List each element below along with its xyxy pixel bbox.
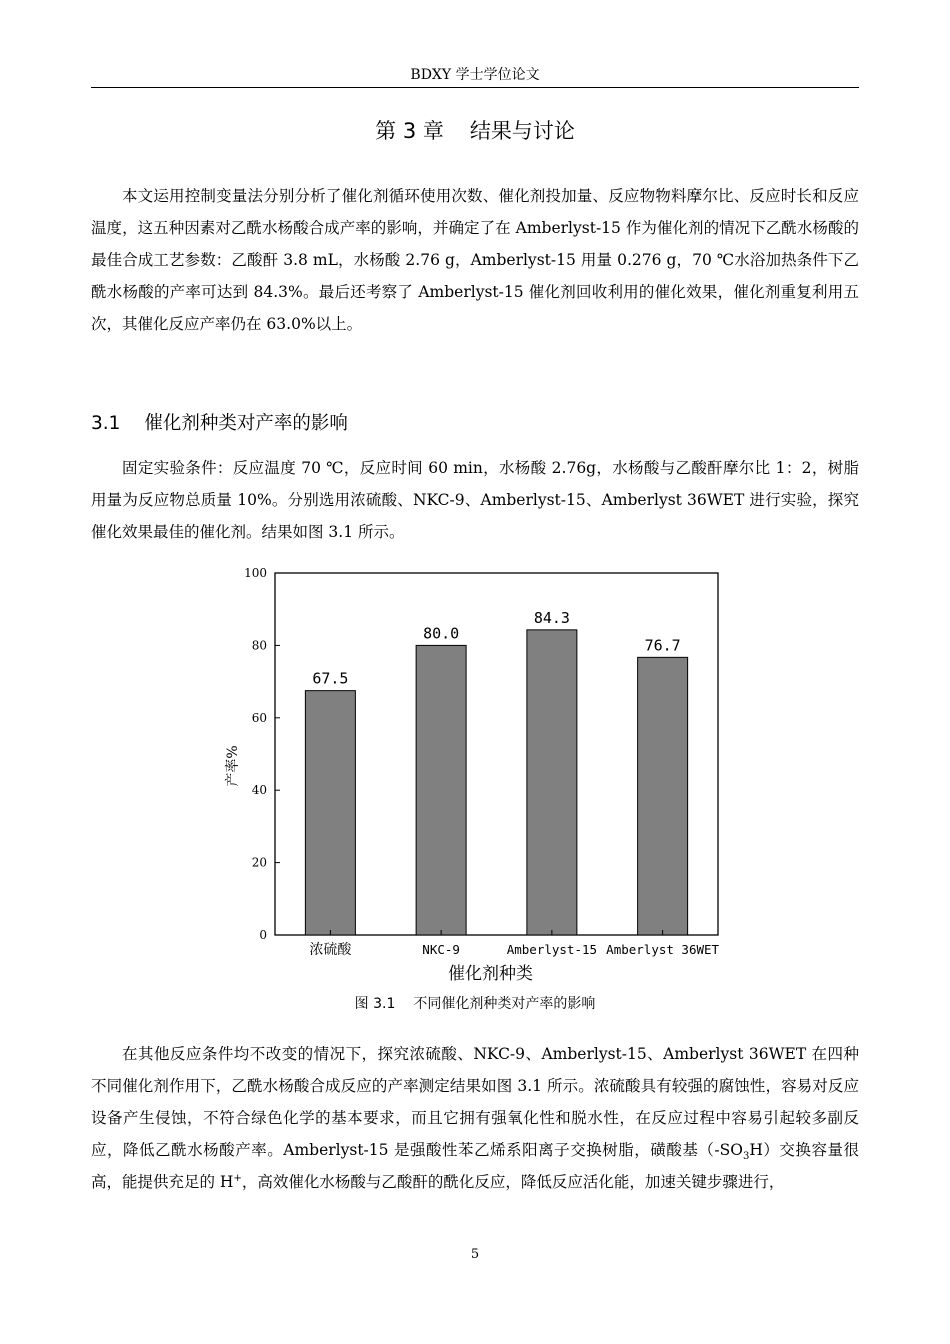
intro-paragraph: 本文运用控制变量法分别分析了催化剂循环使用次数、催化剂投加量、反应物物料摩尔比、反应时长和反应温度，这五种因素对乙酰水杨酸合成产率的影响，并确定了在 Amberlyst-15 作为催化剂的情况下乙酰水杨酸的最佳合成工艺参数：乙酸酐 3.8 mL，水杨酸 2.76 g，Amberlyst-15 用量 0.276 g，70 ℃水浴加热条件下乙酰水杨酸的产率可达到 84.3%。最后还考察了 Amberlyst-15 催化剂回收利用的催化效果，催化剂重复利用五次，其催化反应产率仍在 63.0%以上。	[91, 187, 859, 333]
section-name: 催化剂种类对产率的影响	[144, 413, 348, 434]
bar-value-label: 80.0	[423, 624, 460, 643]
y-tick-label: 40	[251, 783, 267, 798]
figure-caption	[91, 992, 859, 1016]
chapter-name: 结果与讨论	[469, 119, 575, 143]
bar	[416, 645, 466, 935]
bar-value-label: 84.3	[533, 608, 570, 627]
x-tick-label: Amberlyst 36WET	[606, 942, 720, 957]
x-tick-label: Amberlyst-15	[506, 942, 598, 957]
discussion-text-2: H）交换容量很高，能提供充足的 H	[91, 1141, 859, 1191]
discussion-text-3: ，高效催化水杨酸与乙酸酐的酰化反应，降低反应活化能，加速关键步骤进行，	[241, 1173, 785, 1191]
chapter-number: 第 3 章	[375, 119, 444, 143]
figure-caption-text: 不同催化剂种类对产率的影响	[413, 996, 596, 1012]
bar-chart	[215, 562, 735, 992]
figure-label: 图 3.1	[354, 996, 396, 1012]
section-number: 3.1	[91, 413, 121, 434]
discussion-superscript: +	[233, 1172, 242, 1184]
section-title	[91, 409, 859, 439]
y-axis-label: 产率%	[225, 745, 241, 787]
bar-value-label: 76.7	[644, 636, 681, 655]
discussion-subscript: 3	[742, 1151, 750, 1163]
x-tick-label: 浓硫酸	[309, 942, 352, 958]
y-tick-label: 20	[251, 855, 267, 870]
x-axis-label: 催化剂种类	[448, 964, 533, 984]
bar	[638, 657, 688, 935]
bar	[527, 630, 577, 935]
y-tick-label: 100	[244, 566, 267, 580]
figure-bar-chart	[215, 562, 735, 992]
header-rule	[91, 87, 859, 88]
discussion-text-1: 在其他反应条件均不改变的情况下，探究浓硫酸、NKC-9、Amberlyst-15、Amberlyst 36WET 在四种不同催化剂作用下，乙酰水杨酸合成反应的产率测定结果如图 3.1 所示。浓硫酸具有较强的腐蚀性，容易对反应设备产生侵蚀，不符合绿色化学的基本要求，而且它拥有强氧化性和脱水性，在反应过程中容易引起较多副反应，降低乙酰水杨酸产率。Amberlyst-15 是强酸性苯乙烯系阳离子交换树脂，磺酸基（-SO	[91, 1045, 859, 1159]
discussion-paragraph	[91, 1038, 859, 1198]
page-number: 5	[470, 1247, 480, 1262]
x-tick-label: NKC-9	[422, 942, 460, 957]
y-tick-label: 80	[251, 638, 267, 653]
bar	[305, 691, 355, 935]
y-tick-label: 0	[259, 928, 267, 942]
chapter-title	[91, 116, 859, 146]
bar-value-label: 67.5	[312, 669, 349, 688]
y-tick-label: 60	[251, 710, 267, 725]
running-header: BDXY 学士学位论文	[410, 67, 540, 83]
section-paragraph: 固定实验条件：反应温度 70 ℃，反应时间 60 min，水杨酸 2.76g，水杨酸与乙酸酐摩尔比 1：2，树脂用量为反应物总质量 10%。分别选用浓硫酸、NKC-9、Amberlyst-15、Amberlyst 36WET 进行实验，探究催化效果最佳的催化剂。结果如图 3.1 所示。	[91, 459, 859, 541]
